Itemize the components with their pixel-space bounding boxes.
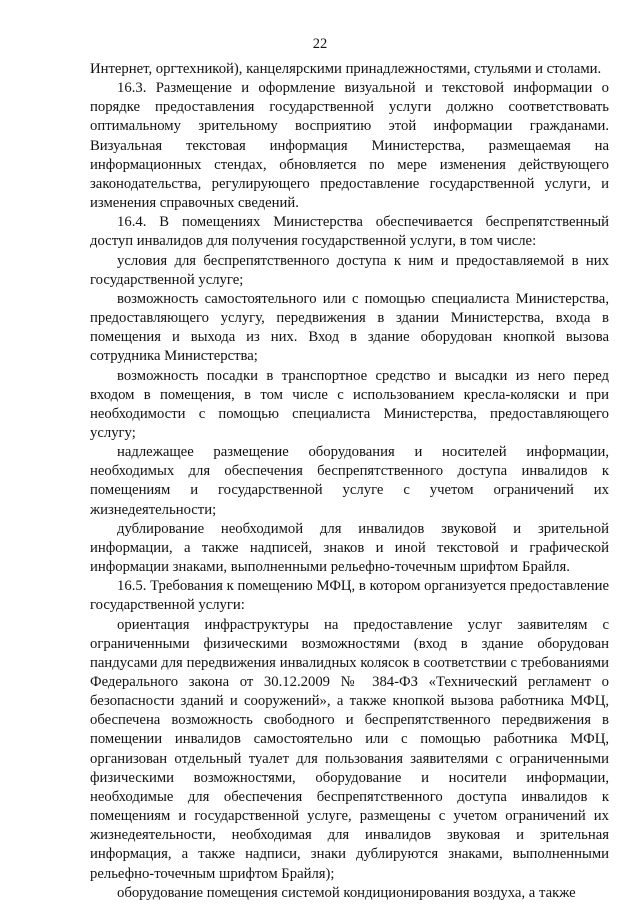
paragraph-information-duplication: дублирование необходимой для инвалидов звуковой и зрительной информации, а также надписей, знаков и иной текстовой и графической информации знаками, выполненными рельефно-точечным шрифтом Брайля. <box>90 520 609 576</box>
paragraph-access-conditions: условия для беспрепятственного доступа к ним и предоставляемой в них государственной услуге; <box>90 252 609 288</box>
paragraph-16-5: 16.5. Требования к помещению МФЦ, в котором организуется предоставление государственной услуги: <box>90 578 609 614</box>
document-body <box>90 60 609 903</box>
paragraph-air-conditioning: оборудование помещения системой кондиционирования воздуха, а также <box>117 884 576 901</box>
paragraph-16-4: 16.4. В помещениях Министерства обеспечивается беспрепятственный доступ инвалидов для получения государственной услуги, в том числе: <box>90 214 609 250</box>
paragraph-infrastructure-orientation: ориентация инфраструктуры на предоставление услуг заявителям с ограниченными физическими возможностями (вход в здание оборудован пандусами для передвижения инвалидных колясок в соответствии с требованиями Федерального закона от 30.12.2009 № 384-ФЗ «Технический регламент о безопасности зданий и сооружений», а также кнопкой вызова работника МФЦ, обеспечена возможность свободного и беспрепятственного передвижения в помещении инвалидов самостоятельно или с помощью работника МФЦ, организован отдельный туалет для пользования заявителями с ограниченными физическими возможностями, оборудование и носители информации, необходимые для обеспечения беспрепятственного доступа инвалидов к помещениям и государственной услуге, размещены с учетом ограничений их жизнедеятельности, необходимая для инвалидов звуковая и зрительная информация, а также надписи, знаки дублируются знаками, выполненными рельефно-точечным шрифтом Брайля); <box>90 616 609 882</box>
paragraph-continuation: Интернет, оргтехникой), канцелярскими принадлежностями, стульями и столами. <box>90 61 602 77</box>
paragraph-vehicle-boarding: возможность посадки в транспортное средство и высадки из него перед входом в помещения, в том числе с использованием кресла-коляски и при необходимости с помощью специалиста Министерства, предоставляющего услугу; <box>90 367 609 441</box>
page-number: 22 <box>312 36 328 52</box>
paragraph-independent-movement: возможность самостоятельного или с помощью специалиста Министерства, предоставляющего услугу, передвижения в здании Министерства, входа в помещения и выхода из них. Вход в здание оборудован кнопкой вызова сотрудника Министерства; <box>90 290 609 365</box>
paragraph-equipment-placement: надлежащее размещение оборудования и носителей информации, необходимых для обеспечения беспрепятственного доступа инвалидов к помещениям и государственной услуге с учетом ограничений их жизнедеятельности; <box>90 444 609 518</box>
paragraph-16-3: 16.3. Размещение и оформление визуальной и текстовой информации о порядке предоставления государственной услуги должно соответствовать оптимальному зрительному восприятию этой информации гражданами. Визуальная текстовая информация Министерства, размещаемая на информационных стендах, обновляется по мере изменения действующего законодательства, регулирующего предоставление государственной услуги, и изменения справочных сведений. <box>90 80 609 212</box>
